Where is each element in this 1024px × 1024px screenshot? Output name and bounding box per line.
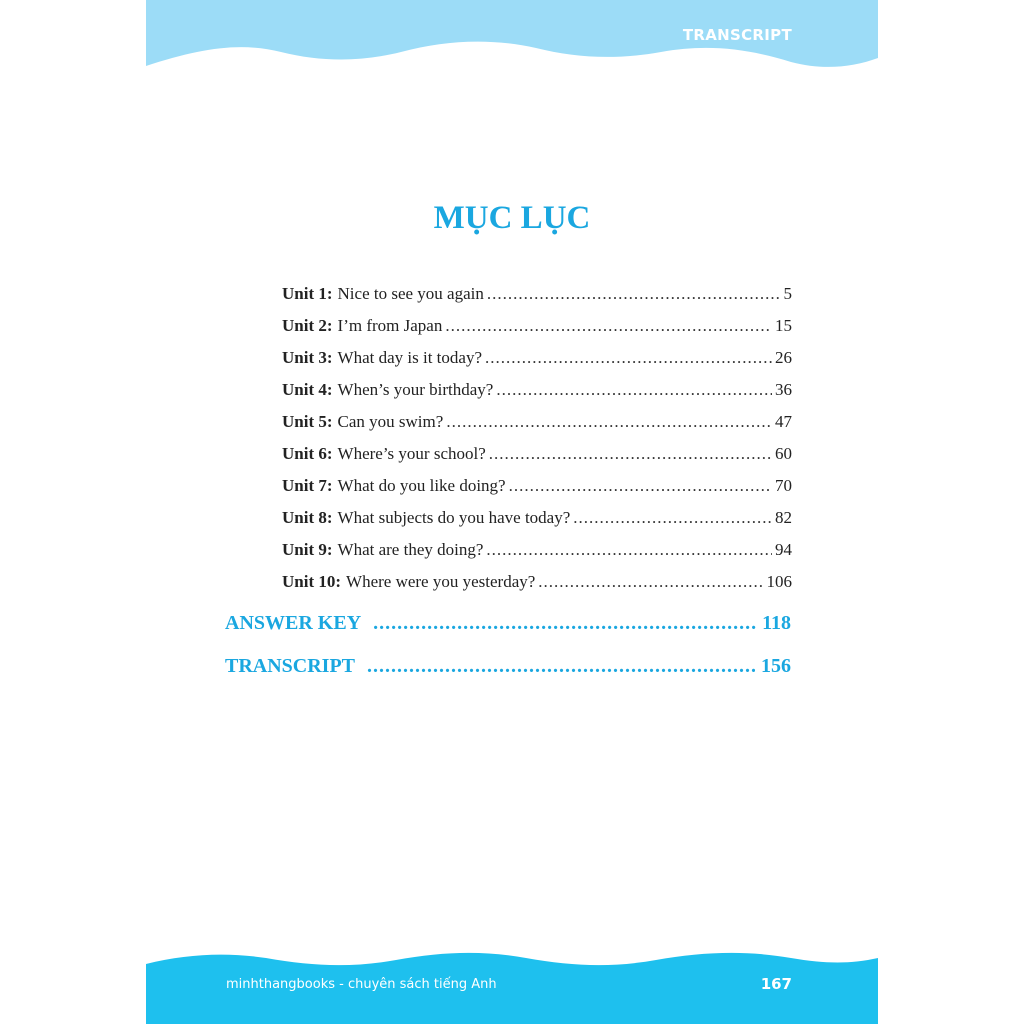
- toc-page-number: 26: [775, 348, 792, 367]
- table-of-contents: [282, 284, 792, 604]
- dot-leader: [486, 540, 772, 560]
- toc-unit-label: Unit 7:: [282, 476, 333, 495]
- footer-page-number: 167: [760, 975, 792, 993]
- dot-leader: [573, 508, 772, 528]
- dot-leader: [485, 348, 772, 368]
- toc-page-number: 70: [775, 476, 792, 495]
- toc-page-number: 82: [775, 508, 792, 527]
- section-title: TRANSCRIPT: [225, 655, 356, 677]
- toc-page-number: 94: [775, 540, 792, 559]
- toc-unit-title: What subjects do you have today?: [337, 508, 571, 527]
- toc-page-number: 60: [775, 444, 792, 463]
- toc-unit-label: Unit 5:: [282, 412, 333, 431]
- toc-unit-title: What day is it today?: [337, 348, 482, 367]
- toc-unit-label: Unit 9:: [282, 540, 333, 559]
- toc-entry-unit-7[interactable]: [282, 476, 792, 508]
- toc-page-number: 47: [775, 412, 792, 431]
- toc-unit-label: Unit 10:: [282, 572, 342, 591]
- section-page-number: 118: [762, 612, 791, 634]
- toc-page-number: 15: [775, 316, 792, 335]
- toc-entry-unit-3[interactable]: [282, 348, 792, 380]
- toc-entry-unit-8[interactable]: [282, 508, 792, 540]
- toc-unit-title: Can you swim?: [337, 412, 444, 431]
- toc-page-number: 5: [783, 284, 792, 303]
- toc-entry-unit-6[interactable]: [282, 444, 792, 476]
- dot-leader: [367, 655, 755, 678]
- dot-leader: [496, 380, 772, 400]
- dot-leader: [373, 612, 756, 635]
- section-title: ANSWER KEY: [225, 612, 362, 634]
- toc-entry-unit-4[interactable]: [282, 380, 792, 412]
- toc-entry-unit-2[interactable]: [282, 316, 792, 348]
- footer-publisher-text: minhthangbooks - chuyên sách tiếng Anh: [226, 977, 497, 992]
- dot-leader: [509, 476, 772, 496]
- toc-unit-label: Unit 3:: [282, 348, 333, 367]
- dot-leader: [487, 284, 781, 304]
- section-page-number: 156: [761, 655, 791, 677]
- toc-unit-title: Nice to see you again: [337, 284, 484, 303]
- toc-section-transcript[interactable]: [225, 655, 791, 678]
- toc-entry-unit-10[interactable]: [282, 572, 792, 604]
- page-title: MỤC LỤC: [433, 200, 591, 236]
- dot-leader: [538, 572, 763, 592]
- dot-leader: [489, 444, 772, 464]
- toc-unit-title: When’s your birthday?: [337, 380, 494, 399]
- dot-leader: [445, 316, 772, 336]
- toc-page-number: 36: [775, 380, 792, 399]
- book-page: [146, 0, 878, 1024]
- toc-unit-title: What do you like doing?: [337, 476, 506, 495]
- toc-unit-label: Unit 8:: [282, 508, 333, 527]
- header-label: TRANSCRIPT: [682, 26, 792, 44]
- toc-unit-label: Unit 4:: [282, 380, 333, 399]
- toc-unit-title: What are they doing?: [337, 540, 484, 559]
- toc-unit-label: Unit 2:: [282, 316, 333, 335]
- toc-unit-title: I’m from Japan: [337, 316, 443, 335]
- toc-unit-title: Where were you yesterday?: [346, 572, 536, 591]
- toc-entry-unit-5[interactable]: [282, 412, 792, 444]
- toc-page-number: 106: [766, 572, 792, 591]
- toc-entry-unit-9[interactable]: [282, 540, 792, 572]
- dot-leader: [446, 412, 772, 432]
- toc-unit-title: Where’s your school?: [337, 444, 486, 463]
- toc-entry-unit-1[interactable]: [282, 284, 792, 316]
- toc-unit-label: Unit 6:: [282, 444, 333, 463]
- toc-section-answer-key[interactable]: [225, 612, 791, 635]
- toc-unit-label: Unit 1:: [282, 284, 333, 303]
